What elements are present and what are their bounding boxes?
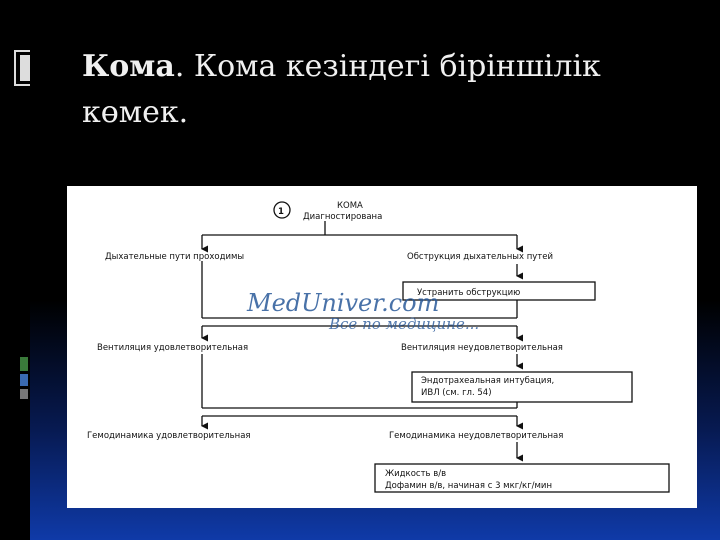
action-1: Устранить обструкцию <box>417 288 521 298</box>
title-rest: . Кома кезіндегі біріншілік көмек. <box>82 49 601 130</box>
watermark-sub: Все по медицине... <box>329 315 480 333</box>
root-line-2: Диагностирована <box>303 212 383 222</box>
action-2-line-1: Эндотрахеальная интубация, <box>421 376 555 386</box>
decor-stripe-1 <box>20 357 28 371</box>
action-2-line-2: ИВЛ (см. гл. 54) <box>421 388 492 398</box>
flowchart-figure <box>67 186 697 508</box>
left-node-3: Гемодинамика удовлетворительная <box>87 431 251 441</box>
left-node-2: Вентиляция удовлетворительная <box>97 343 249 353</box>
right-node-2: Вентиляция неудовлетворительная <box>401 343 563 353</box>
step-number: 1 <box>278 207 284 217</box>
root-line-1: КОМА <box>337 201 363 211</box>
title-bold: Кома <box>82 49 175 84</box>
decor-stripe-3 <box>20 389 28 399</box>
right-node-1: Обструкция дыхательных путей <box>407 252 553 262</box>
decor-block-top-inner <box>20 55 30 81</box>
left-node-1: Дыхательные пути проходимы <box>105 252 245 262</box>
slide-title <box>82 44 682 136</box>
action-3-line-2: Дофамин в/в, начиная с 3 мкг/кг/мин <box>385 481 553 491</box>
right-node-3: Гемодинамика неудовлетворительная <box>389 431 564 441</box>
action-3-line-1: Жидкость в/в <box>385 469 447 479</box>
watermark-main: MedUniver.com <box>247 289 440 317</box>
decor-stripe-2 <box>20 374 28 386</box>
flowchart-svg <box>67 186 697 508</box>
